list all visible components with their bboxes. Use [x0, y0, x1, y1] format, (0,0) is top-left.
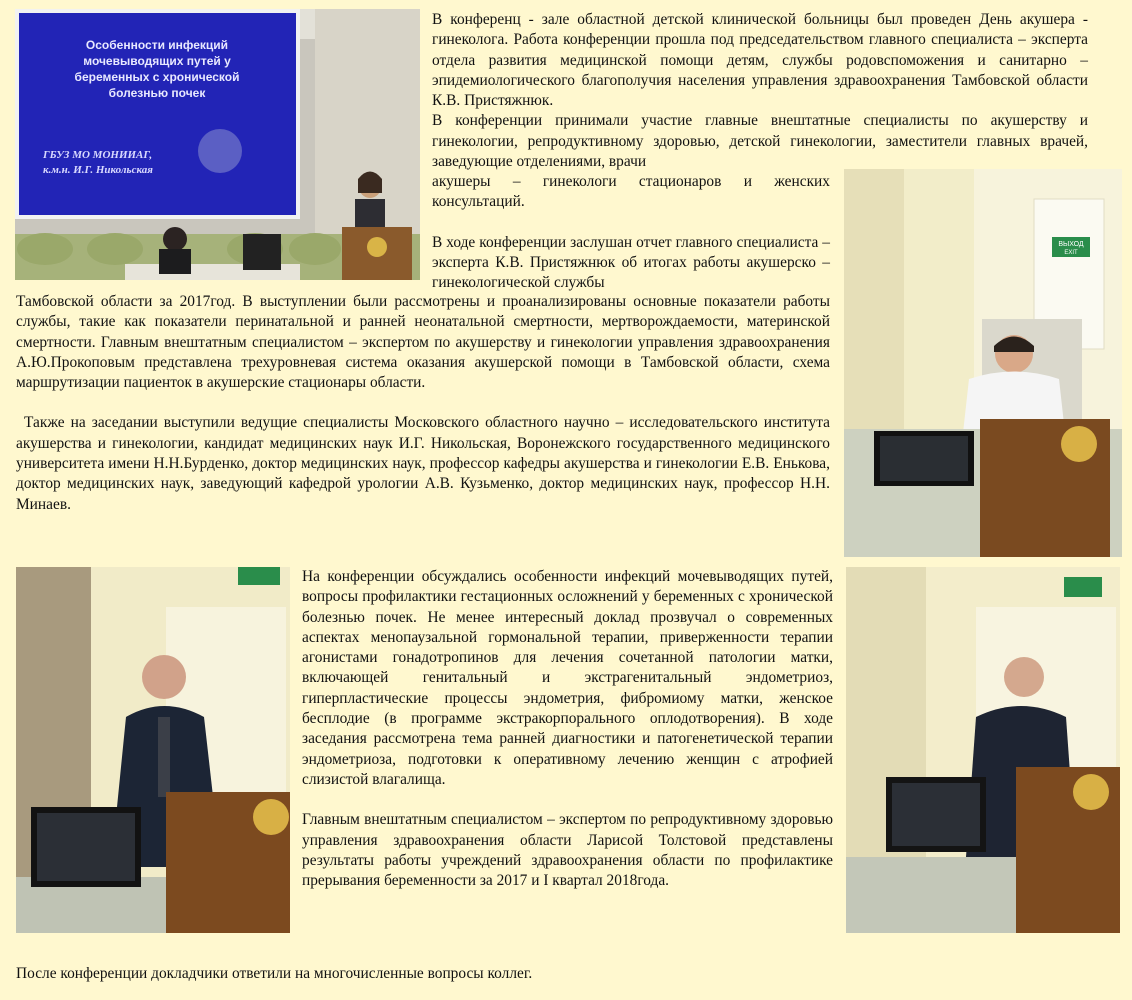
article-paragraph-6: Главным внештатным специалистом – экспертом по репродуктивному здоровью управления здравоохранения области Ларисой Толстовой представлены результаты работы учреждений здравоохранения области по профилактике прерывания беременности за 2017 и I квартал 2018года. [302, 811, 833, 890]
article-block-5 [16, 964, 1016, 984]
exit-sign-ru: ВЫХОД [1058, 241, 1084, 248]
article-paragraph-1: В конференц - зале областной детской клинической больницы был проведен День акушера - гинеколога. Работа конференции прошла под председательством главного специалиста – эксперта отдела развития медицинской помощи детям, службы родовспоможения и санитарно – эпидемиологического благополучия населения управления здравоохранения Тамбовской области К.В. Пристяжнюк. [432, 11, 1088, 110]
svg-text:болезнью почек: болезнью почек [108, 86, 206, 100]
slide-author-line2: к.м.н. И.Г. Никольская [43, 164, 153, 176]
article-paragraph-3b: Тамбовской области за 2017год. В выступлении были рассмотрены и проанализированы основные показатели работы службы, такие как показатели перинатальной и ранней неонатальной смертности, мертворождаемости, материнской смертности. Главным внештатным специалистом – экспертом по акушерству и гинекологии управления здравоохранения А.Ю.Прокоповым представлена трехуровневая система оказания акушерской помощи в Тамбовской области, схема маршрутизации пациенток в акушерские стационары области. [16, 293, 830, 392]
article-paragraph-7: После конференции докладчики ответили на многочисленные вопросы коллег. [16, 965, 533, 982]
article-paragraph-5: На конференции обсуждались особенности инфекций мочевыводящих путей, вопросы профилактики гестационных осложнений у беременных с хронической болезнью почек. Не менее интересный доклад прозвучал о современных аспектах менопаузальной гормональной терапии, приверженности терапии агонистами гонадотропинов для лечения сочетанной патологии матки, включающей генитальный и экстрагенитальный эндометриоз, гиперпластические процессы эндометрия, фибромиому матки, женское бесплодие (в программе экстракорпорального оплодотворения). В ходе заседания рассмотрена тема ранней диагностики и патогенетической терапии эндометриоза, подготовки к оперативному лечению женщин с атрофией слизистой влагалища. [302, 568, 833, 788]
slide-title: Особенности инфекций [85, 38, 229, 52]
photo-speaker-white-coat [844, 169, 1122, 557]
exit-sign-en: EXIT [1064, 250, 1078, 256]
article-paragraph-2b: акушеры – гинекологи стационаров и женских консультаций. [432, 173, 830, 211]
photo-presentation-screen [15, 9, 420, 280]
article-block-3 [16, 292, 830, 515]
article-paragraph-4: Также на заседании выступили ведущие специалисты Московского областного научно – исследовательского института акушерства и гинекологии, кандидат медицинских наук И.Г. Никольская, Воронежского государственного медицинского университета имени Н.Н.Бурденко, доктор медицинских наук, профессор кафедры акушерства и гинекологии Е.В. Енькова, доктор медицинских наук, заведующий кафедрой урологии А.В. Кузьменко, доктор медицинских наук, профессор Н.Н. Минаев. [16, 414, 830, 513]
photo-speaker-dark-suit-left [16, 567, 290, 933]
slide-author-line1: ГБУЗ МО МОНИИАГ, [43, 149, 153, 161]
article-block-4 [302, 567, 833, 891]
article-block-2 [432, 172, 830, 293]
article-paragraph-2a: В конференции принимали участие главные внештатные специалисты по акушерству и гинекологии, репродуктивному здоровью, детской гинекологии, заместители главных врачей, заведующие отделениями, врачи [432, 112, 1088, 171]
article-paragraph-3a: В ходе конференции заслушан отчет главного специалиста – эксперта К.В. Пристяжнюк об итогах работы акушерско – гинекологической службы [432, 233, 830, 292]
svg-text:мочевыводящих путей у: мочевыводящих путей у [83, 54, 231, 68]
svg-text:беременных с хронической: беременных с хронической [74, 70, 240, 84]
article-block-1 [432, 10, 1088, 172]
photo-speaker-dark-suit-right [846, 567, 1120, 933]
